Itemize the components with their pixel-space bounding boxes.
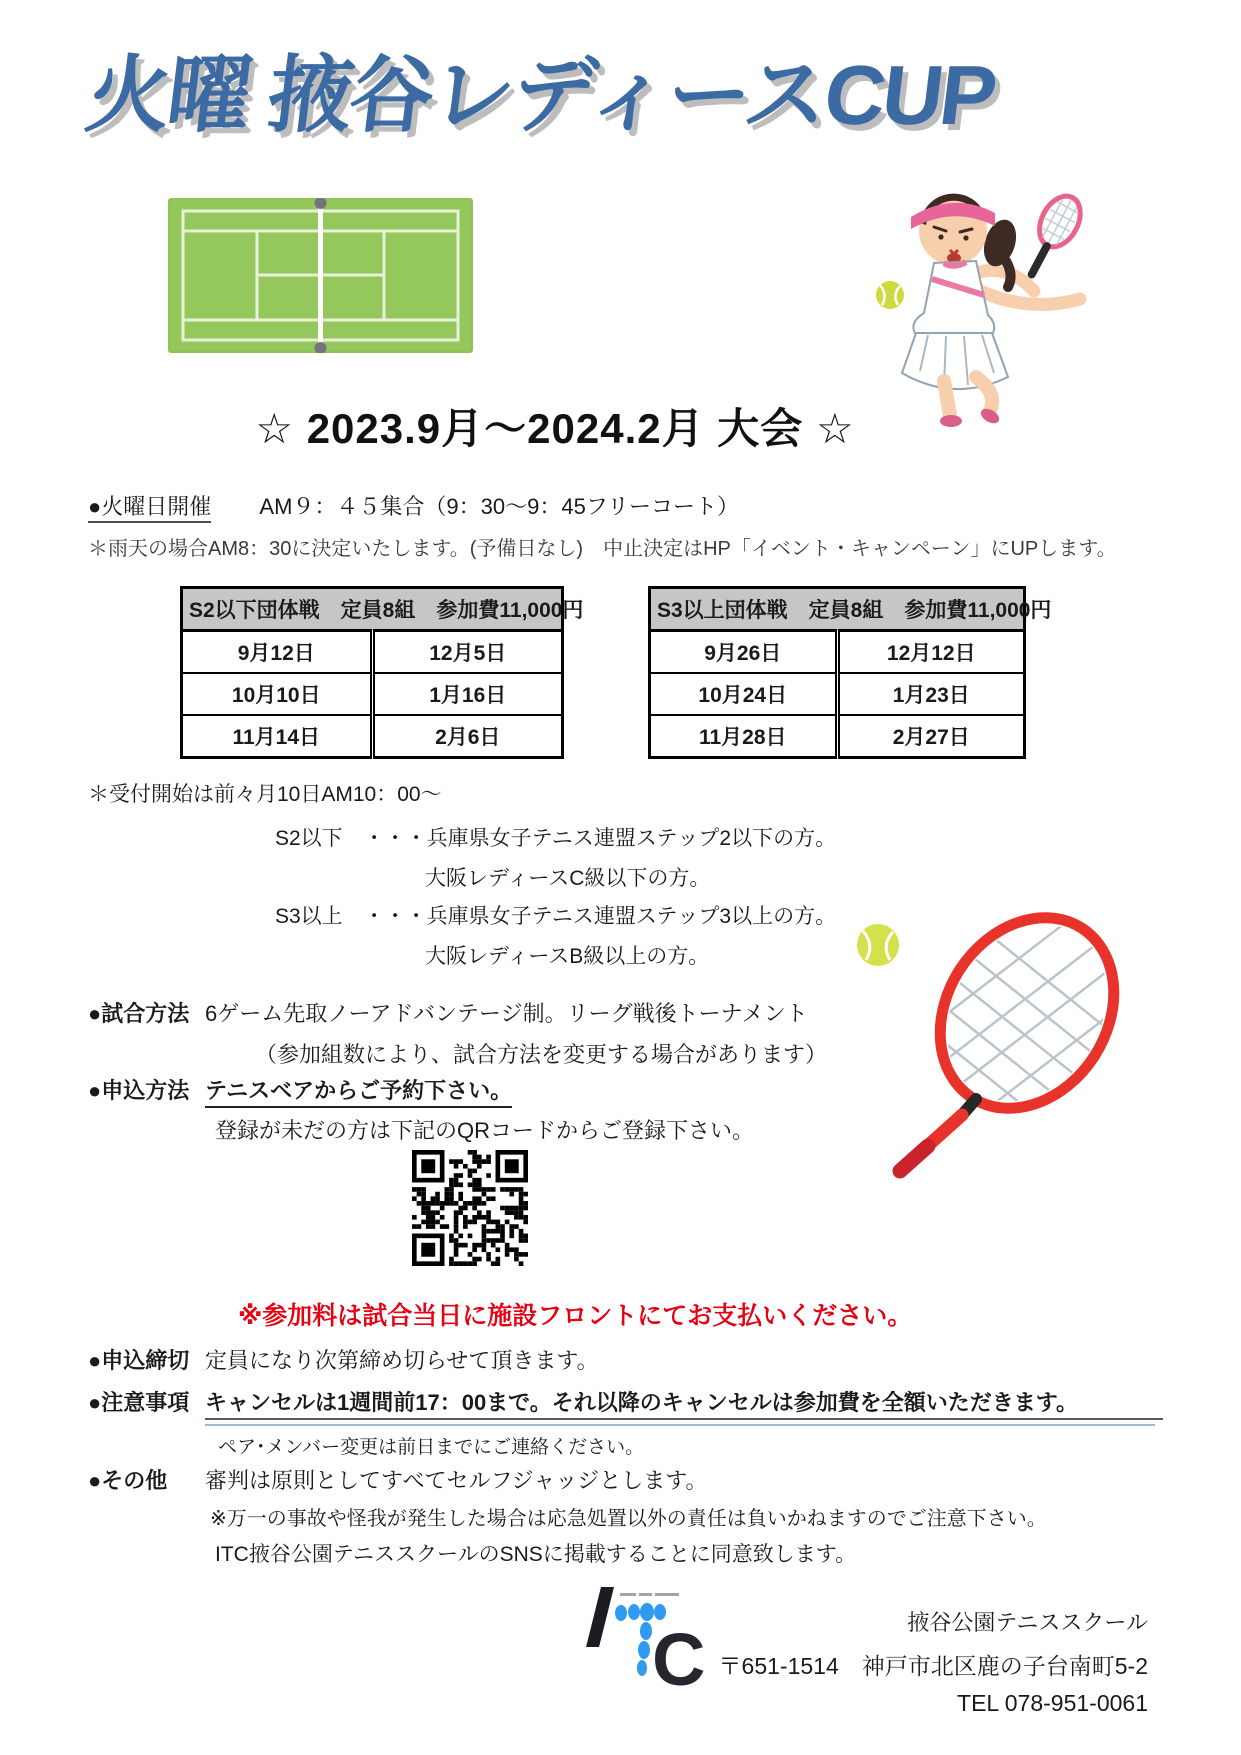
table-cell: 10月24日 [650, 673, 838, 715]
open-day-text: AM９：４５集合（9：30～9：45フリーコート） [259, 494, 739, 519]
application-label: ●申込方法 [88, 1078, 190, 1103]
event-period-heading: ☆ 2023.9月～2024.2月 大会 ☆ [255, 405, 855, 452]
footer-address: 〒651-1514 神戸市北区鹿の子台南町5-2 [718, 1653, 1148, 1679]
table-cell: 1月23日 [837, 673, 1025, 715]
reception-note: ＊受付開始は前々月10日AM10：00～ [88, 783, 442, 806]
match-method-note: （参加組数により、試合方法を変更する場合があります） [255, 1042, 828, 1067]
table-cell: 11月14日 [182, 715, 373, 758]
table-cell: 9月26日 [650, 631, 838, 674]
eligibility-s2-sub: 大阪レディースC級以下の方。 [425, 867, 711, 890]
table-cell: 9月12日 [182, 631, 373, 674]
table-cell: 12月12日 [837, 631, 1025, 674]
table-s3 [648, 586, 1052, 759]
table-cell: 1月16日 [372, 673, 563, 715]
caution-underline-dark [205, 1418, 1163, 1420]
open-day-line [88, 490, 739, 521]
footer-school-name: 掖谷公園テニススクール [907, 1610, 1148, 1635]
eligibility-s3-sub: 大阪レディースB級以上の方。 [425, 945, 710, 968]
page-title: 火曜 掖谷レディースCUP [80, 48, 1000, 142]
qr-code [412, 1150, 528, 1266]
other-label: ●その他 [88, 1468, 168, 1493]
deadline-label: ●申込締切 [88, 1348, 190, 1373]
caution-text: キャンセルは1週間前17：00まで。それ以降のキャンセルは参加費を全額いただきます。 [205, 1390, 1078, 1415]
other-accident-note: ※万一の事故や怪我が発生した場合は応急処置以外の責任は負いかねますのでご注意下さい。 [210, 1508, 1047, 1530]
table-s2-header: S2以下団体戦 定員8組 参加費11,000円 [182, 588, 563, 631]
qr-code-svg [412, 1150, 528, 1266]
other-text: 審判は原則としてすべてセルフジャッジとします。 [205, 1468, 708, 1493]
eligibility-s3: S3以上 ・・・兵庫県女子テニス連盟ステップ3以上の方。 [275, 905, 837, 928]
tennis-player-icon [858, 163, 1096, 428]
logo-letter-c: C [652, 1618, 706, 1695]
table-cell: 12月5日 [372, 631, 563, 674]
footer-tel: TEL 078-951-0061 [957, 1690, 1148, 1716]
caution-label: ●注意事項 [88, 1390, 190, 1415]
application-register-note: 登録が未だの方は下記のQRコードからご登録下さい。 [215, 1118, 755, 1143]
table-cell: 2月27日 [837, 715, 1025, 758]
caution-underline-light [205, 1424, 1155, 1426]
application-text-underlined: テニスベアからご予約下さい。 [205, 1078, 512, 1108]
table-cell: 10月10日 [182, 673, 373, 715]
payment-notice: ※参加料は試合当日に施設フロントにてお支払いください。 [238, 1302, 913, 1330]
eligibility-s2: S2以下 ・・・兵庫県女子テニス連盟ステップ2以下の方。 [275, 827, 837, 850]
tennis-court-icon [168, 198, 473, 353]
logo-tagline [620, 1593, 679, 1596]
deadline-text: 定員になり次第締め切らせて頂きます。 [205, 1348, 599, 1373]
itc-logo [580, 1583, 710, 1695]
rain-note: ＊雨天の場合AM8：30に決定いたします。(予備日なし) 中止決定はHP「イベント・キャンペーン」にUPします。 [88, 538, 1117, 560]
table-s3-header: S3以上団体戦 定員8組 参加費11,000円 [650, 588, 1025, 631]
match-method-label: ●試合方法 [88, 1001, 190, 1026]
table-cell: 2月6日 [372, 715, 563, 758]
application-text [205, 1074, 512, 1105]
table-s2 [180, 586, 584, 759]
match-method-text: 6ゲーム先取ノーアドバンテージ制。リーグ戦後トーナメント [205, 1001, 808, 1026]
caution-sub: ペア･メンバー変更は前日までにご連絡ください。 [218, 1437, 645, 1458]
other-sns-note: ITC掖谷公園テニススクールのSNSに掲載することに同意致します。 [215, 1543, 857, 1566]
open-day-label: ●火曜日開催 [88, 494, 211, 523]
table-cell: 11月28日 [650, 715, 838, 758]
tennis-racket-icon [830, 903, 1142, 1195]
